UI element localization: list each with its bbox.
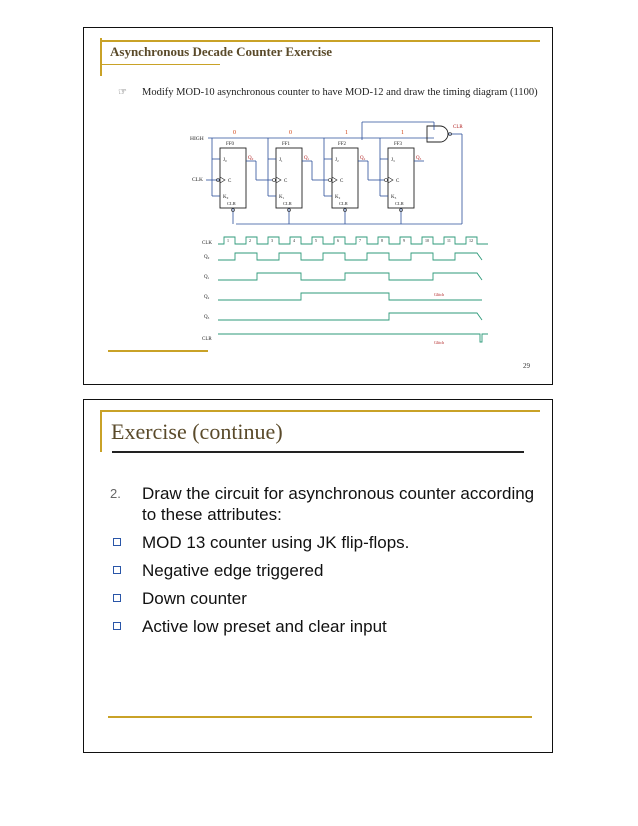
numbered-item-text: Draw the circuit for asynchronous counter according to these attributes: bbox=[142, 484, 535, 524]
number-marker: 2. bbox=[110, 486, 121, 501]
clk-label: CLK bbox=[192, 177, 203, 183]
signal-label: Q₁ bbox=[204, 275, 210, 280]
clr-input-label: CLR bbox=[395, 201, 404, 206]
accent-line-bottom bbox=[108, 716, 532, 718]
signal-label: Q₂ bbox=[204, 295, 210, 300]
clock-pulse-number: 8 bbox=[381, 238, 383, 243]
page-number: 29 bbox=[523, 362, 530, 370]
k-input-label: K₁ bbox=[279, 195, 285, 200]
timing-clk-label: CLK bbox=[202, 241, 212, 246]
glitch-label: Glitch bbox=[434, 340, 444, 345]
top-value-label: 0 bbox=[233, 130, 236, 136]
q-output-label: Q₀ bbox=[248, 156, 254, 161]
list-item-text: Down counter bbox=[142, 589, 247, 608]
list-item-text: Active low preset and clear input bbox=[142, 617, 387, 636]
list-item bbox=[108, 532, 538, 553]
q-waveform bbox=[218, 273, 482, 280]
square-bullet-icon bbox=[113, 566, 121, 574]
clock-pulse-number: 10 bbox=[425, 238, 429, 243]
j-input-label: J₃ bbox=[391, 158, 395, 163]
attribute-list bbox=[108, 483, 538, 644]
clr-waveform bbox=[218, 334, 488, 342]
pointing-hand-icon: ☞ bbox=[118, 87, 127, 98]
clr-input-label: CLR bbox=[339, 201, 348, 206]
q-waveform bbox=[218, 253, 482, 260]
clock-pulse-number: 3 bbox=[271, 238, 273, 243]
clock-input-label: C bbox=[284, 179, 288, 184]
clock-pulse-number: 6 bbox=[337, 238, 339, 243]
square-bullet-icon bbox=[113, 538, 121, 546]
accent-line-top bbox=[100, 410, 540, 412]
top-value-label: 1 bbox=[401, 130, 404, 136]
list-item bbox=[108, 588, 538, 609]
clock-pulse-number: 12 bbox=[469, 238, 473, 243]
bullet-text: Modify MOD-10 asynchronous counter to have MOD-12 and draw the timing diagram (1100) bbox=[142, 87, 538, 98]
list-item bbox=[108, 616, 538, 637]
clock-pulse-number: 1 bbox=[227, 238, 229, 243]
square-bullet-icon bbox=[113, 594, 121, 602]
clock-input-label: C bbox=[396, 179, 400, 184]
clock-pulse-number: 11 bbox=[447, 238, 451, 243]
high-label: HIGH bbox=[190, 136, 204, 142]
clr-input-label: CLR bbox=[227, 201, 236, 206]
slide-title: Exercise (continue) bbox=[111, 419, 283, 444]
j-input-label: J₂ bbox=[335, 158, 339, 163]
k-input-label: K₀ bbox=[223, 195, 229, 200]
q-waveform bbox=[218, 313, 482, 320]
top-value-label: 1 bbox=[345, 130, 348, 136]
list-item-text: Negative edge triggered bbox=[142, 561, 324, 580]
flip-flop-name: FF0 bbox=[226, 142, 235, 147]
clock-pulse-number: 7 bbox=[359, 238, 361, 243]
clock-pulse-number: 2 bbox=[249, 238, 251, 243]
list-item bbox=[108, 560, 538, 581]
square-bullet-icon bbox=[113, 622, 121, 630]
timing-diagram bbox=[84, 28, 553, 385]
flip-flop-name: FF1 bbox=[282, 142, 291, 147]
clock-input-label: C bbox=[340, 179, 344, 184]
slide-1 bbox=[83, 27, 553, 385]
slide-title: Asynchronous Decade Counter Exercise bbox=[110, 44, 333, 59]
accent-line-bottom bbox=[108, 350, 208, 352]
list-item-text: MOD 13 counter using JK flip-flops. bbox=[142, 533, 410, 552]
clr-output-label: CLR bbox=[453, 125, 463, 130]
top-value-label: 0 bbox=[289, 130, 292, 136]
clock-pulse-number: 9 bbox=[403, 238, 405, 243]
q-output-label: Q₃ bbox=[416, 156, 422, 161]
clr-input-label: CLR bbox=[283, 201, 292, 206]
slide-2 bbox=[83, 399, 553, 753]
accent-line-vertical bbox=[100, 410, 102, 452]
q-output-label: Q₁ bbox=[304, 156, 310, 161]
flip-flop-name: FF2 bbox=[338, 142, 347, 147]
signal-label: Q₀ bbox=[204, 255, 210, 260]
title-underline bbox=[112, 451, 524, 453]
clock-pulse-number: 4 bbox=[293, 238, 295, 243]
numbered-item bbox=[108, 483, 538, 525]
flip-flop-name: FF3 bbox=[394, 142, 403, 147]
timing-clr-label: CLR bbox=[202, 337, 212, 342]
glitch-label: Glitch bbox=[434, 292, 444, 297]
j-input-label: J₀ bbox=[223, 158, 227, 163]
j-input-label: J₁ bbox=[279, 158, 283, 163]
q-output-label: Q₂ bbox=[360, 156, 366, 161]
k-input-label: K₃ bbox=[391, 195, 397, 200]
signal-label: Q₃ bbox=[204, 315, 210, 320]
k-input-label: K₂ bbox=[335, 195, 341, 200]
clock-input-label: C bbox=[228, 179, 232, 184]
clock-pulse-number: 5 bbox=[315, 238, 317, 243]
